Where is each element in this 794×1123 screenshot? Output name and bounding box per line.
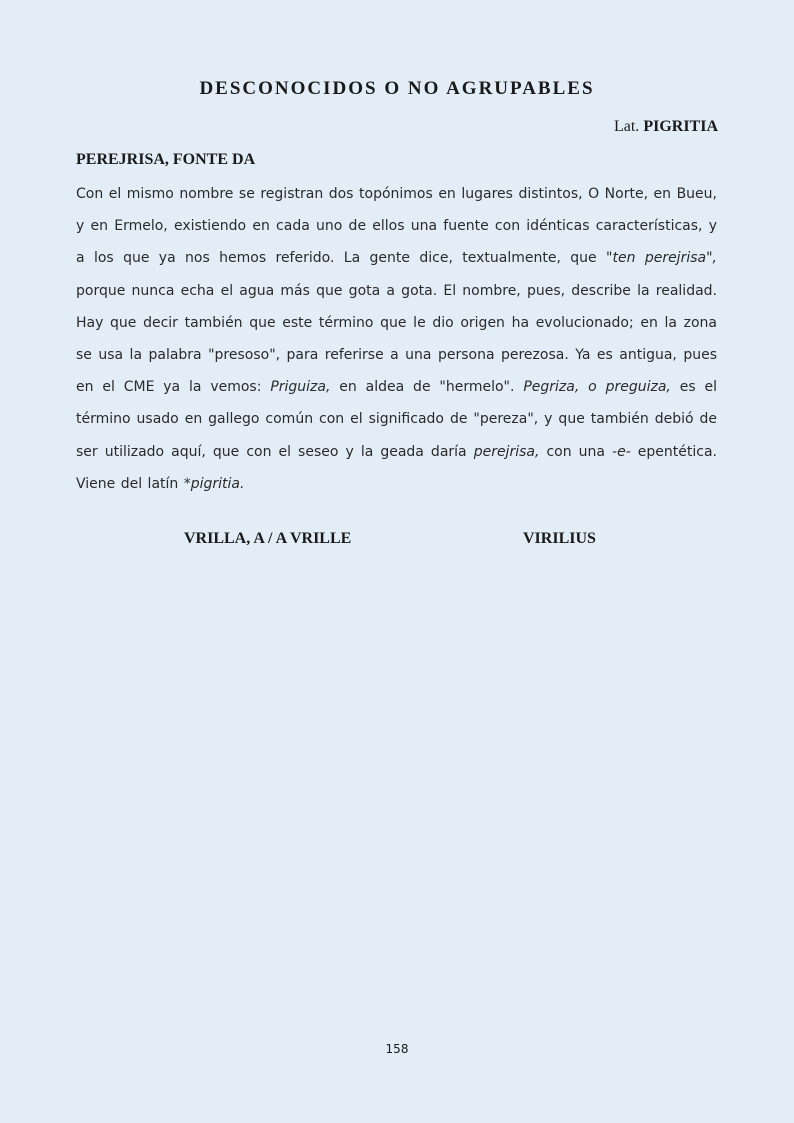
text-segment: epentética. Viene del latín [76,443,717,492]
next-entry-title: VRILLA, A / A VRILLE [184,530,352,547]
next-entry-latin: VIRILIUS [523,530,596,547]
italic-segment: perejrisa, [473,443,540,460]
latin-prefix: Lat. [613,118,640,135]
italic-segment: "ten perejrisa", [606,250,717,267]
latin-etymon-label [614,118,718,136]
italic-segment: Pegriza, o preguiza, [523,379,671,396]
text-segment: porque nunca echa el agua más que gota a gota. El nombre, pues, describe la realidad. Hay que decir también que este término que le dio origen ha evolucionado; en la zona se usa la palabra "presoso", para referirse a una persona perezosa. Ya es antigua, pues en el CME ya la vemos: [76,282,717,396]
italic-segment: Priguiza, [270,379,331,396]
italic-segment: *pigritia. [183,475,245,492]
text-segment: Con el mismo nombre se registran dos topónimos en lugares distintos, O Norte, en Bueu, y en Ermelo, existiendo en cada uno de ellos una fuente con idénticas características, y a los que ya nos hemos referido. La gente dice, textualmente, que [76,186,717,267]
italic-segment: -e- [612,443,631,460]
entry-title: PEREJRISA, FONTE DA [76,151,256,168]
latin-term: PIGRITIA [643,118,718,135]
section-title: DESCONOCIDOS O NO AGRUPABLES [199,78,595,99]
text-segment: es el término usado en gallego común con el significado de "pereza", y que también debió de ser utilizado aquí, que con el seseo y la geada daría [76,379,717,460]
text-segment: en aldea de "hermelo". [330,379,524,396]
entry-body-paragraph [76,178,717,500]
page-number: 158 [385,1042,409,1056]
text-segment: con una [539,443,613,460]
